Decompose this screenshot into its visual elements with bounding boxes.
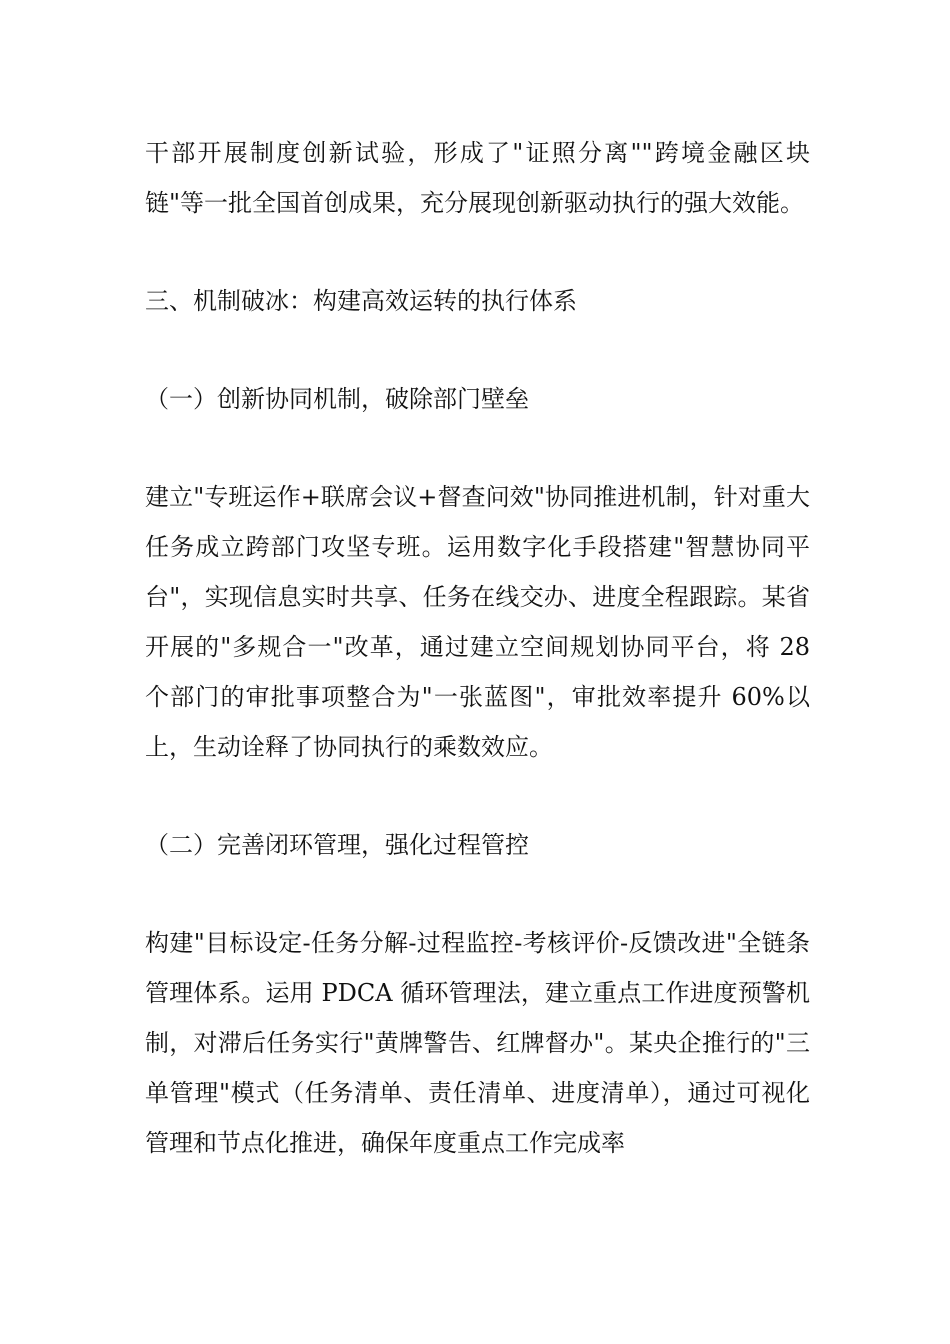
paragraph-3: 构建"目标设定-任务分解-过程监控-考核评价-反馈改进"全链条管理体系。运用 PDCA 循环管理法，建立重点工作进度预警机制，对滞后任务实行"黄牌警告、红牌督办"。某央企推行的"三单管理"模式（任务清单、责任清单、进度清单），通过可视化管理和节点化推进，确保年度重点工作完成率 (145, 929, 810, 1157)
subsection-heading-2: （二）完善闭环管理，强化过程管控 (145, 831, 529, 859)
subsection-heading-1: （一）创新协同机制，破除部门壁垒 (145, 385, 529, 413)
spacer (145, 870, 810, 918)
spacer (145, 424, 810, 472)
spacer (145, 228, 810, 276)
section-heading-3: 三、机制破冰：构建高效运转的执行体系 (145, 287, 577, 315)
paragraph-1: 干部开展制度创新试验，形成了"证照分离""跨境金融区块链"等一批全国首创成果，充分展现创新驱动执行的强大效能。 (145, 139, 810, 217)
spacer (145, 772, 810, 820)
document-page (145, 128, 810, 1168)
paragraph-2: 建立"专班运作+联席会议+督查问效"协同推进机制，针对重大任务成立跨部门攻坚专班。运用数字化手段搭建"智慧协同平台"，实现信息实时共享、任务在线交办、进度全程跟踪。某省开展的"多规合一"改革，通过建立空间规划协同平台，将 28 个部门的审批事项整合为"一张蓝图"，审批效率提升 60%以上，生动诠释了协同执行的乘数效应。 (145, 483, 810, 761)
spacer (145, 326, 810, 374)
